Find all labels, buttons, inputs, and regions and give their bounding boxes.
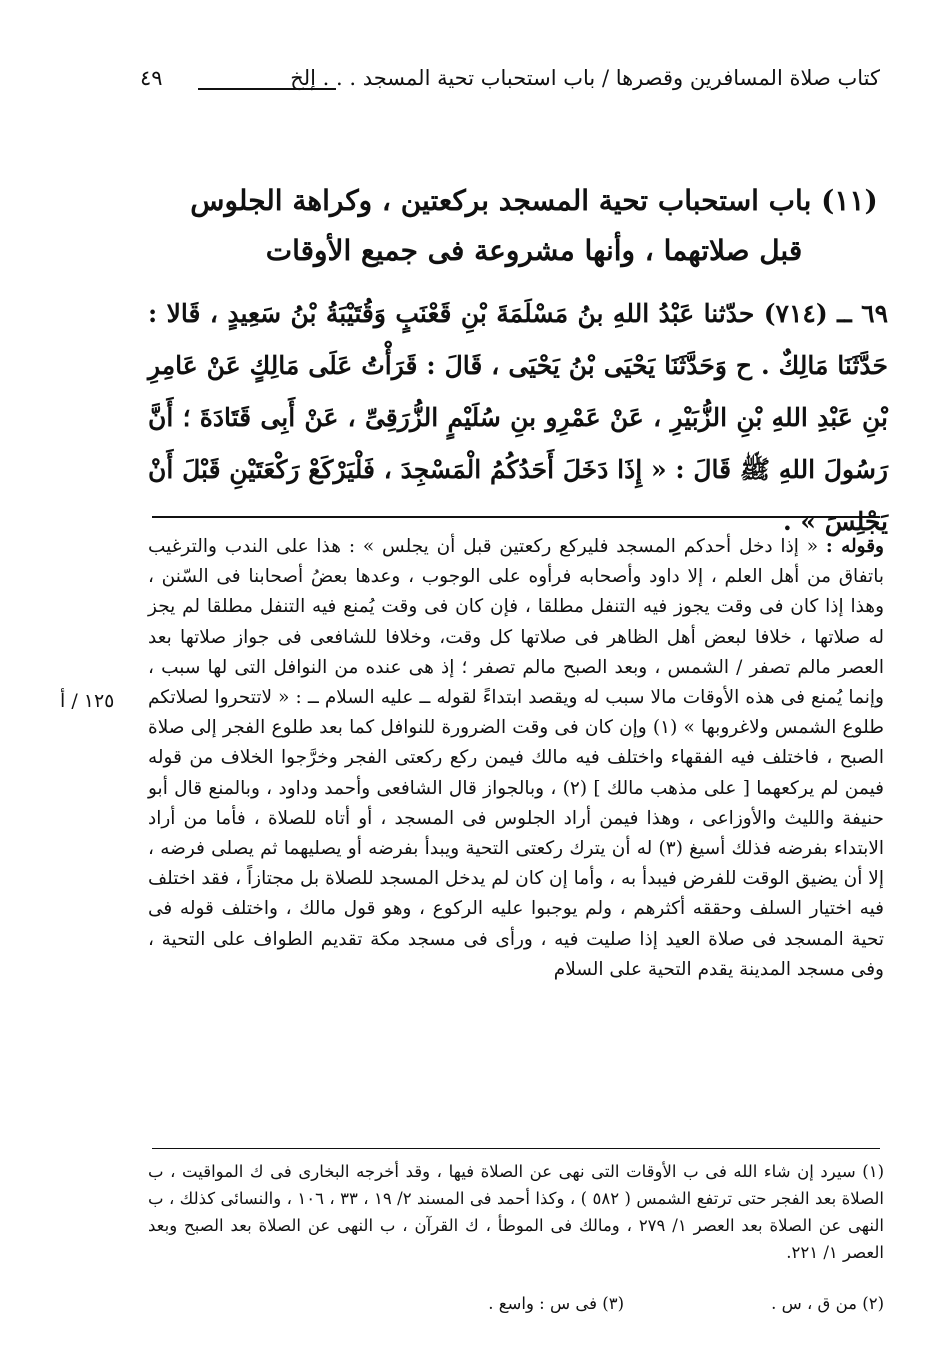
running-header — [140, 66, 880, 106]
footnote-row — [148, 1294, 884, 1322]
footnote-1: (١) سيرد إن شاء الله فى ب الأوقات التى نهى عن الصلاة فيها ، وقد أخرجه البخارى فى ك المواقيت ، ب الصلاة بعد الفجر حتى ترتفع الشمس ( ٥٨٢ ) ، وكذا أحمد فى المسند ٢/ ١٩ ، ٣٣ ، ١٠٦ ، والنسائى كذلك ، ب النهى عن الصلاة بعد العصر ١/ ٢٧٩ ، ومالك فى الموطأ ، ك القرآن ، ب النهى عن الصلاة بعد الصبح وبعد العصر ١/ ٢٢١. — [148, 1162, 885, 1262]
commentary-text: « إذا دخل أحدكم المسجد فليركع ركعتين قبل أن يجلس » : هذا على الندب والترغيب باتفاق من أهل العلم ، إلا داود وأصحابه فرأوه على الوجوب ، وعدها بعضُ أصحابنا فى السّنن ، وهذا إذا كان فى وقت يجوز فيه التنفل مطلقا ، فإن كان فى وقت يُمنع فيه التنفل مطلقا لم يجز له صلاتها ، خلافا لبعض أهل الظاهر فى صلاتها كل وقت، وخلافا للشافعى فى جواز صلاتها بعد العصر مالم تصفر / الشمس ، وبعد الصبح مالم تصفر ؛ إذ هى عنده من النوافل التى لها سبب ، وإنما يُمنع فى هذه الأوقات مالا سبب له ويقصد ابتداءً لقوله ــ عليه السلام ــ : « لاتتحروا لصلاتكم طلوع الشمس ولاغروبها » (١) وإن كان فى وقت الضرورة للنوافل كما بعد طلوع الفجر إلى صلاة الصبح ، فاختلف فيه الفقهاء واختلف فيه مالك فيمن ركع ركعتى الفجر وخرَّجوا الخلاف من قوله فيمن لم يركعهما [ على مذهب مالك ] (٢) ، وبالجواز قال الشافعى وأحمد وداود ، وبالمنع قال أبو حنيفة والليث والأوزاعى ، وهذا فيمن أراد الجلوس فى المسجد ، أو أتاه للصلاة ، فأما من أراد الابتداء بفرضه فذلك أسيغ (٣) له أن يترك ركعتى التحية ويبدأ بفرضه أو يصليهما ثم يصلى فرضه ، إلا أن يضيق الوقت للفرض فيبدأ به ، وأما إن كان لم يدخل المسجد للصلاة بل مجتازاً ، فقد اختلف فيه اختيار السلف وحققه أكثرهم ، ولم يوجبوا عليه الركوع ، وهو قول مالك ، واختلف قوله فى تحية المسجد فى صلاة العيد إذا صليت فيه ، ورأى فى مسجد مكة تقديم الطواف على التحية ، وفى مسجد المدينة يقدم التحية على السلام — [148, 536, 885, 980]
commentary-lead: وقوله : — [825, 536, 884, 557]
running-header-title: كتاب صلاة المسافرين وقصرها / باب استحباب تحية المسجد . . . إلخ — [290, 66, 880, 90]
footnote-divider — [152, 1148, 880, 1149]
commentary — [148, 532, 884, 985]
hadith-text: ٦٩ ــ (٧١٤) حدّثنا عَبْدُ اللهِ بنُ مَسْلَمَةَ بْنِ قَعْنَبٍ وَقُتَيْبَةُ بْنُ سَعِيدٍ ، قَالا : حَدَّثَنَا مَالِكٌ . ح وَحَدَّثَنَا يَحْيَى بْنُ يَحْيَى ، قَالَ : قَرَأْتُ عَلَى مَالِكٍ عَنْ عَامِرِ بْنِ عَبْدِ اللهِ بْنِ الزُّبَيْرِ ، عَنْ عَمْرِو بنِ سُلَيْمٍ الزُّرَقِىِّ ، عَنْ أَبِى قَتَادَةَ ؛ أَنَّ رَسُولَ اللهِ ﷺ قَالَ : « إِذَا دَخَلَ أَحَدُكُمُ الْمَسْجِدَ ، فَلْيَرْكَعْ رَكْعَتَيْنِ قَبْلَ أَنْ يَجْلِسَ » . — [148, 299, 888, 536]
margin-manuscript-reference: ١٢٥ / أ — [60, 690, 115, 712]
footnote-3: (٣) فى س : واسع . — [488, 1294, 624, 1313]
section-divider — [152, 516, 880, 518]
chapter-heading: (١١) باب استحباب تحية المسجد بركعتين ، وكراهة الجلوس قبل صلاتهما ، وأنها مشروعة فى جميع الأوقات — [190, 184, 878, 267]
page-number: ٤٩ — [140, 66, 163, 90]
header-rule — [198, 88, 336, 90]
footnote-2: (٢) من ق ، س . — [771, 1294, 884, 1313]
